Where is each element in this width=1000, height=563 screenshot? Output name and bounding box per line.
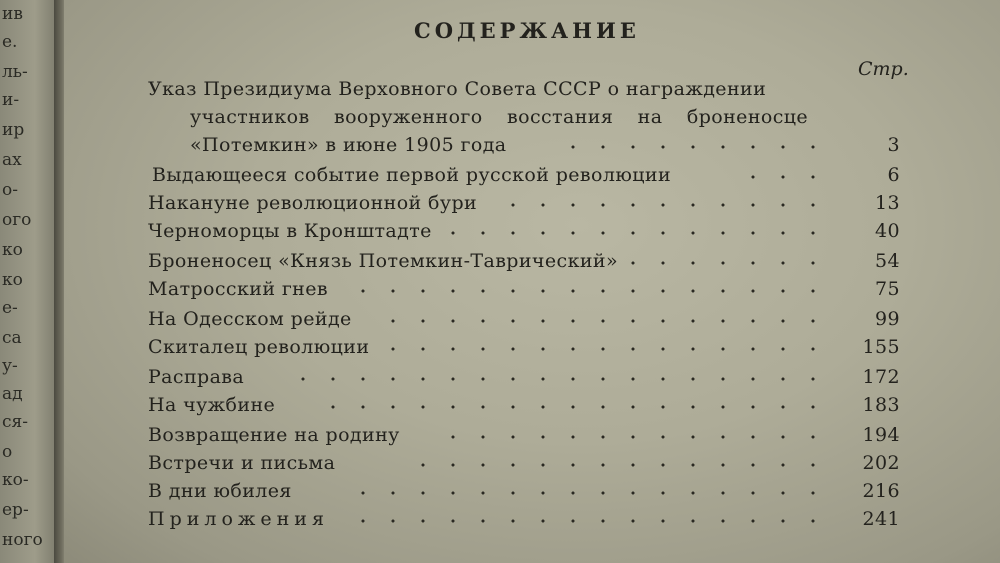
left-page-fragment: ль- [2,62,28,82]
toc-entry-title: Выдающееся событие первой русской революции [152,164,672,186]
toc-entry-page: 155 [862,336,900,358]
toc-entry-line [190,106,900,133]
left-page-fragment: у- [2,356,18,376]
dot-leader [378,311,828,331]
toc-entry-page: 216 [862,480,900,502]
page-title: СОДЕРЖАНИЕ [414,18,640,43]
toc-entry [148,308,900,335]
toc-entry-title: Указ Президиума Верховного Совета СССР о награждении [148,78,767,100]
toc-entry-page: 13 [875,192,900,214]
left-page-fragment: са [2,328,22,348]
toc-entry-line [148,78,900,105]
dot-leader [348,511,828,531]
toc-entry-page: 99 [875,308,900,330]
toc-entry-page: 54 [875,250,900,272]
dot-leader [378,339,828,359]
toc-entry-page: 172 [862,366,900,388]
left-page-fragment: ного [2,530,43,550]
toc-entry-page: 75 [875,278,900,300]
toc-entry-title: участников вооруженного восстания на броненосце [190,106,809,128]
toc-entry-title: Расправа [148,366,245,388]
toc-entry-title: Возвращение на родину [148,424,400,446]
left-page-fragment: ад [2,384,23,404]
toc-entry [148,250,900,277]
toc-entry [148,220,900,247]
left-page-fragment: ко [2,270,23,290]
left-page-fragment: о- [2,180,18,200]
toc-entry-title: Черноморцы в Кронштадте [148,220,432,242]
dot-leader [618,253,828,273]
left-page-fragment: е. [2,32,18,52]
toc-entry-title: На чужбине [148,394,276,416]
dot-leader [738,167,828,187]
toc-entry-title: Приложения [148,508,329,530]
left-page-fragment: о [2,442,13,462]
toc-entry [148,366,900,393]
toc-entry [190,134,900,161]
dot-leader [438,427,828,447]
toc-entry [152,164,900,191]
left-page-fragment: ся- [2,412,28,432]
dot-leader [348,281,828,301]
toc-entry-title: «Потемкин» в июне 1905 года [190,134,507,156]
toc-entry-page: 202 [862,452,900,474]
dot-leader [438,223,828,243]
toc-entry-title: Скиталец революции [148,336,370,358]
toc-entry-title: Встречи и письма [148,452,336,474]
left-page-fragment: ко [2,240,23,260]
toc-entry-page: 183 [862,394,900,416]
toc-entry [148,508,900,535]
left-page-fragment: ер- [2,500,29,520]
left-page-fragment: ир [2,120,25,140]
toc-entry [148,192,900,219]
toc-entry-title: Матросский гнев [148,278,328,300]
toc-entry [148,480,900,507]
dot-leader [488,195,828,215]
left-page-fragment: ого [2,210,32,230]
dot-leader [558,137,828,157]
toc-entry [148,336,900,363]
left-page-edge [0,0,58,563]
dot-leader [408,455,828,475]
toc-entry-page: 194 [862,424,900,446]
toc-entry-page: 3 [887,134,900,156]
toc-entry [148,424,900,451]
left-page-fragment: ах [2,150,22,170]
toc-entry [148,278,900,305]
toc-entry-title: На Одесском рейде [148,308,352,330]
left-page-fragment: е- [2,298,18,318]
page-column-header: Стр. [858,58,909,80]
toc-entry-title: Броненосец «Князь Потемкин-Таврический» [148,250,619,272]
toc-entry-page: 6 [887,164,900,186]
dot-leader [318,397,828,417]
toc-entry-page: 241 [862,508,900,530]
dot-leader [348,483,828,503]
toc-entry [148,452,900,479]
left-page-fragment: ив [2,4,23,24]
toc-entry-title: Накануне революционной бури [148,192,478,214]
toc-entry [148,394,900,421]
toc-entry-page: 40 [875,220,900,242]
left-page-fragment: и- [2,90,20,110]
left-page-fragment: ко- [2,470,29,490]
toc-entry-title: В дни юбилея [148,480,292,502]
dot-leader [288,369,828,389]
